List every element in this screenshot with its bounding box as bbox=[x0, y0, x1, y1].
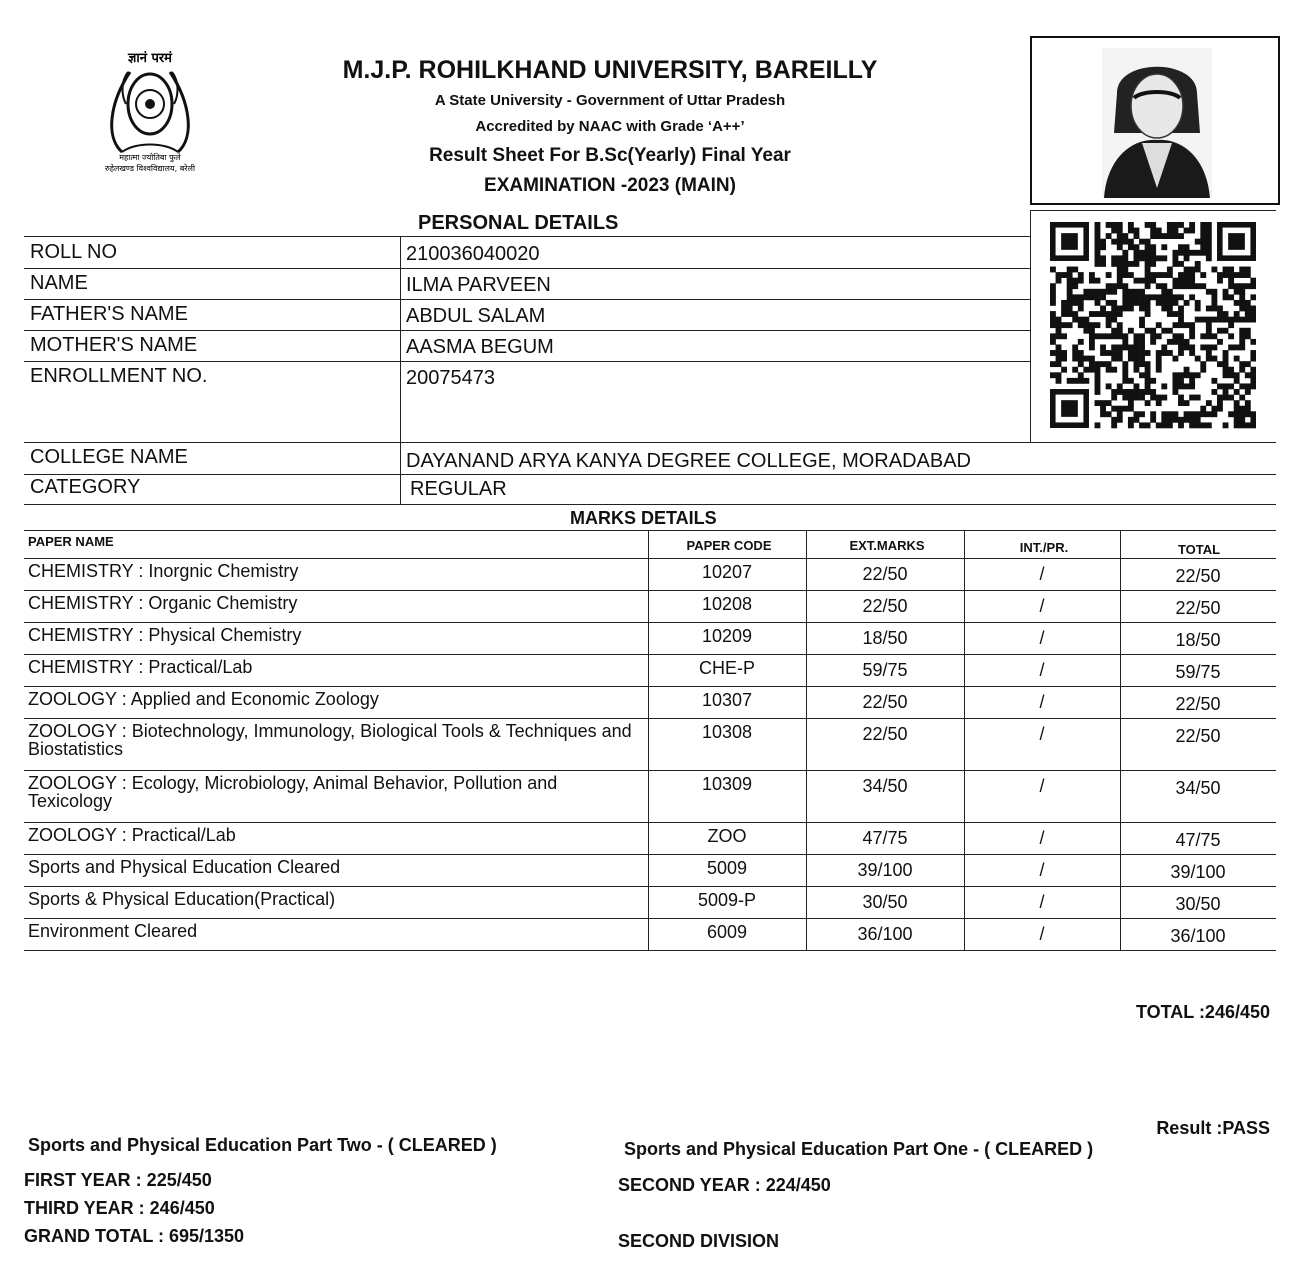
second-year-total: SECOND YEAR : 224/450 bbox=[618, 1175, 831, 1195]
paper-name: CHEMISTRY : Inorgnic Chemistry bbox=[28, 561, 299, 581]
student-photo bbox=[1030, 36, 1280, 205]
roll-no-label: ROLL NO bbox=[30, 241, 118, 263]
row-total: 18/50 bbox=[1175, 630, 1221, 650]
college-name-value: DAYANAND ARYA KANYA DEGREE COLLEGE, MORADABAD bbox=[406, 450, 971, 472]
sports-part-two: Sports and Physical Education Part Two - ( CLEARED ) bbox=[28, 1135, 497, 1155]
mother-name-label: MOTHER'S NAME bbox=[30, 334, 198, 356]
ext-marks: 22/50 bbox=[862, 564, 908, 584]
row-divider bbox=[24, 686, 1276, 687]
col-total: TOTAL bbox=[1177, 542, 1221, 557]
col-int-pr: INT./PR. bbox=[1019, 540, 1069, 555]
examination-title: EXAMINATION -2023 (MAIN) bbox=[484, 175, 736, 196]
paper-name: Sports and Physical Education Cleared bbox=[28, 857, 341, 877]
paper-code: 10208 bbox=[701, 594, 753, 614]
row-total: 36/100 bbox=[1170, 926, 1226, 946]
marks-details-heading: MARKS DETAILS bbox=[570, 508, 717, 528]
personal-details-heading: PERSONAL DETAILS bbox=[418, 212, 619, 234]
naac-line: Accredited by NAAC with Grade ‘A++’ bbox=[475, 118, 745, 135]
paper-code: 6009 bbox=[706, 922, 748, 942]
row-total: 30/50 bbox=[1175, 894, 1221, 914]
col-paper-name: PAPER NAME bbox=[28, 534, 114, 549]
paper-code: 5009 bbox=[706, 858, 748, 878]
int-marks: / bbox=[1039, 596, 1045, 616]
row-divider bbox=[24, 590, 1276, 591]
table-bottom-border bbox=[24, 950, 1276, 951]
int-marks: / bbox=[1039, 692, 1045, 712]
result-status: Result :PASS bbox=[1156, 1118, 1270, 1138]
ext-marks: 47/75 bbox=[862, 828, 908, 848]
enrollment-no-value: 20075473 bbox=[406, 367, 495, 389]
row-total: 34/50 bbox=[1175, 778, 1221, 798]
int-marks: / bbox=[1039, 776, 1045, 796]
university-title: M.J.P. ROHILKHAND UNIVERSITY, BAREILLY bbox=[342, 56, 878, 84]
int-marks: / bbox=[1039, 628, 1045, 648]
int-marks: / bbox=[1039, 892, 1045, 912]
category-label: CATEGORY bbox=[30, 476, 141, 498]
row-total: 22/50 bbox=[1175, 598, 1221, 618]
paper-code: 10207 bbox=[701, 562, 753, 582]
row-divider bbox=[24, 918, 1276, 919]
paper-name: CHEMISTRY : Physical Chemistry bbox=[28, 625, 302, 645]
ext-marks: 22/50 bbox=[862, 596, 908, 616]
overall-total: TOTAL :246/450 bbox=[1135, 1002, 1270, 1022]
sports-part-one: Sports and Physical Education Part One - ( CLEARED ) bbox=[624, 1139, 1094, 1159]
paper-code: 10209 bbox=[701, 626, 753, 646]
int-marks: / bbox=[1039, 924, 1045, 944]
ext-marks: 22/50 bbox=[862, 724, 908, 744]
col-paper-code: PAPER CODE bbox=[686, 538, 772, 553]
mother-name-value: AASMA BEGUM bbox=[406, 336, 554, 358]
paper-code: CHE-P bbox=[698, 658, 755, 678]
father-name-label: FATHER'S NAME bbox=[30, 303, 188, 325]
paper-code: 5009-P bbox=[697, 890, 757, 910]
father-name-value: ABDUL SALAM bbox=[406, 305, 546, 327]
name-value: ILMA PARVEEN bbox=[406, 274, 551, 296]
university-logo bbox=[60, 42, 230, 182]
row-divider bbox=[24, 622, 1276, 623]
row-divider bbox=[24, 770, 1276, 771]
col-ext-marks: EXT.MARKS bbox=[849, 538, 925, 553]
row-divider bbox=[24, 886, 1276, 887]
name-label: NAME bbox=[30, 272, 88, 294]
logo-motto-text: ज्ञानं परमं bbox=[128, 51, 172, 66]
ext-marks: 22/50 bbox=[862, 692, 908, 712]
ext-marks: 34/50 bbox=[862, 776, 908, 796]
paper-name: ZOOLOGY : Biotechnology, Immunology, Biological Tools & Techniques and Biostatistics bbox=[28, 721, 632, 759]
row-total: 22/50 bbox=[1175, 694, 1221, 714]
row-divider bbox=[24, 718, 1276, 719]
paper-name: Sports & Physical Education(Practical) bbox=[28, 889, 336, 909]
ext-marks: 36/100 bbox=[857, 924, 913, 944]
enrollment-no-label: ENROLLMENT NO. bbox=[30, 365, 208, 387]
category-value: REGULAR bbox=[410, 478, 507, 500]
qr-code bbox=[1050, 222, 1256, 432]
int-marks: / bbox=[1039, 724, 1045, 744]
paper-code: 10309 bbox=[701, 774, 753, 794]
int-marks: / bbox=[1039, 660, 1045, 680]
int-marks: / bbox=[1039, 828, 1045, 848]
ext-marks: 30/50 bbox=[862, 892, 908, 912]
row-total: 22/50 bbox=[1175, 566, 1221, 586]
row-total: 22/50 bbox=[1175, 726, 1221, 746]
paper-code: 10307 bbox=[701, 690, 753, 710]
logo-caption-2: रुहेलखण्ड विश्वविद्यालय, बरेली bbox=[104, 164, 196, 173]
ext-marks: 59/75 bbox=[862, 660, 908, 680]
int-marks: / bbox=[1039, 860, 1045, 880]
paper-name: CHEMISTRY : Organic Chemistry bbox=[28, 593, 298, 613]
college-name-label: COLLEGE NAME bbox=[30, 446, 188, 468]
row-divider bbox=[24, 854, 1276, 855]
paper-code: ZOO bbox=[707, 826, 747, 846]
first-year-total: FIRST YEAR : 225/450 bbox=[24, 1170, 212, 1190]
paper-name: Environment Cleared bbox=[28, 921, 198, 941]
row-total: 39/100 bbox=[1170, 862, 1226, 882]
paper-name: CHEMISTRY : Practical/Lab bbox=[28, 657, 253, 677]
paper-name: ZOOLOGY : Applied and Economic Zoology bbox=[28, 689, 379, 709]
paper-name: ZOOLOGY : Ecology, Microbiology, Animal Behavior, Pollution and Texicology bbox=[28, 773, 558, 811]
result-sheet-title: Result Sheet For B.Sc(Yearly) Final Year bbox=[429, 145, 791, 166]
ext-marks: 18/50 bbox=[862, 628, 908, 648]
row-divider bbox=[24, 558, 1276, 559]
paper-code: 10308 bbox=[701, 722, 753, 742]
roll-no-value: 210036040020 bbox=[406, 243, 540, 265]
row-total: 59/75 bbox=[1175, 662, 1221, 682]
row-divider bbox=[24, 822, 1276, 823]
row-total: 47/75 bbox=[1175, 830, 1221, 850]
third-year-total: THIRD YEAR : 246/450 bbox=[24, 1198, 215, 1218]
division: SECOND DIVISION bbox=[618, 1231, 780, 1251]
paper-name: ZOOLOGY : Practical/Lab bbox=[28, 825, 236, 845]
state-university-line: A State University - Government of Uttar Pradesh bbox=[434, 92, 786, 109]
int-marks: / bbox=[1039, 564, 1045, 584]
row-divider bbox=[24, 654, 1276, 655]
grand-total: GRAND TOTAL : 695/1350 bbox=[24, 1226, 245, 1246]
logo-caption-1: महात्मा ज्योतिबा फुले bbox=[119, 153, 181, 162]
ext-marks: 39/100 bbox=[857, 860, 913, 880]
